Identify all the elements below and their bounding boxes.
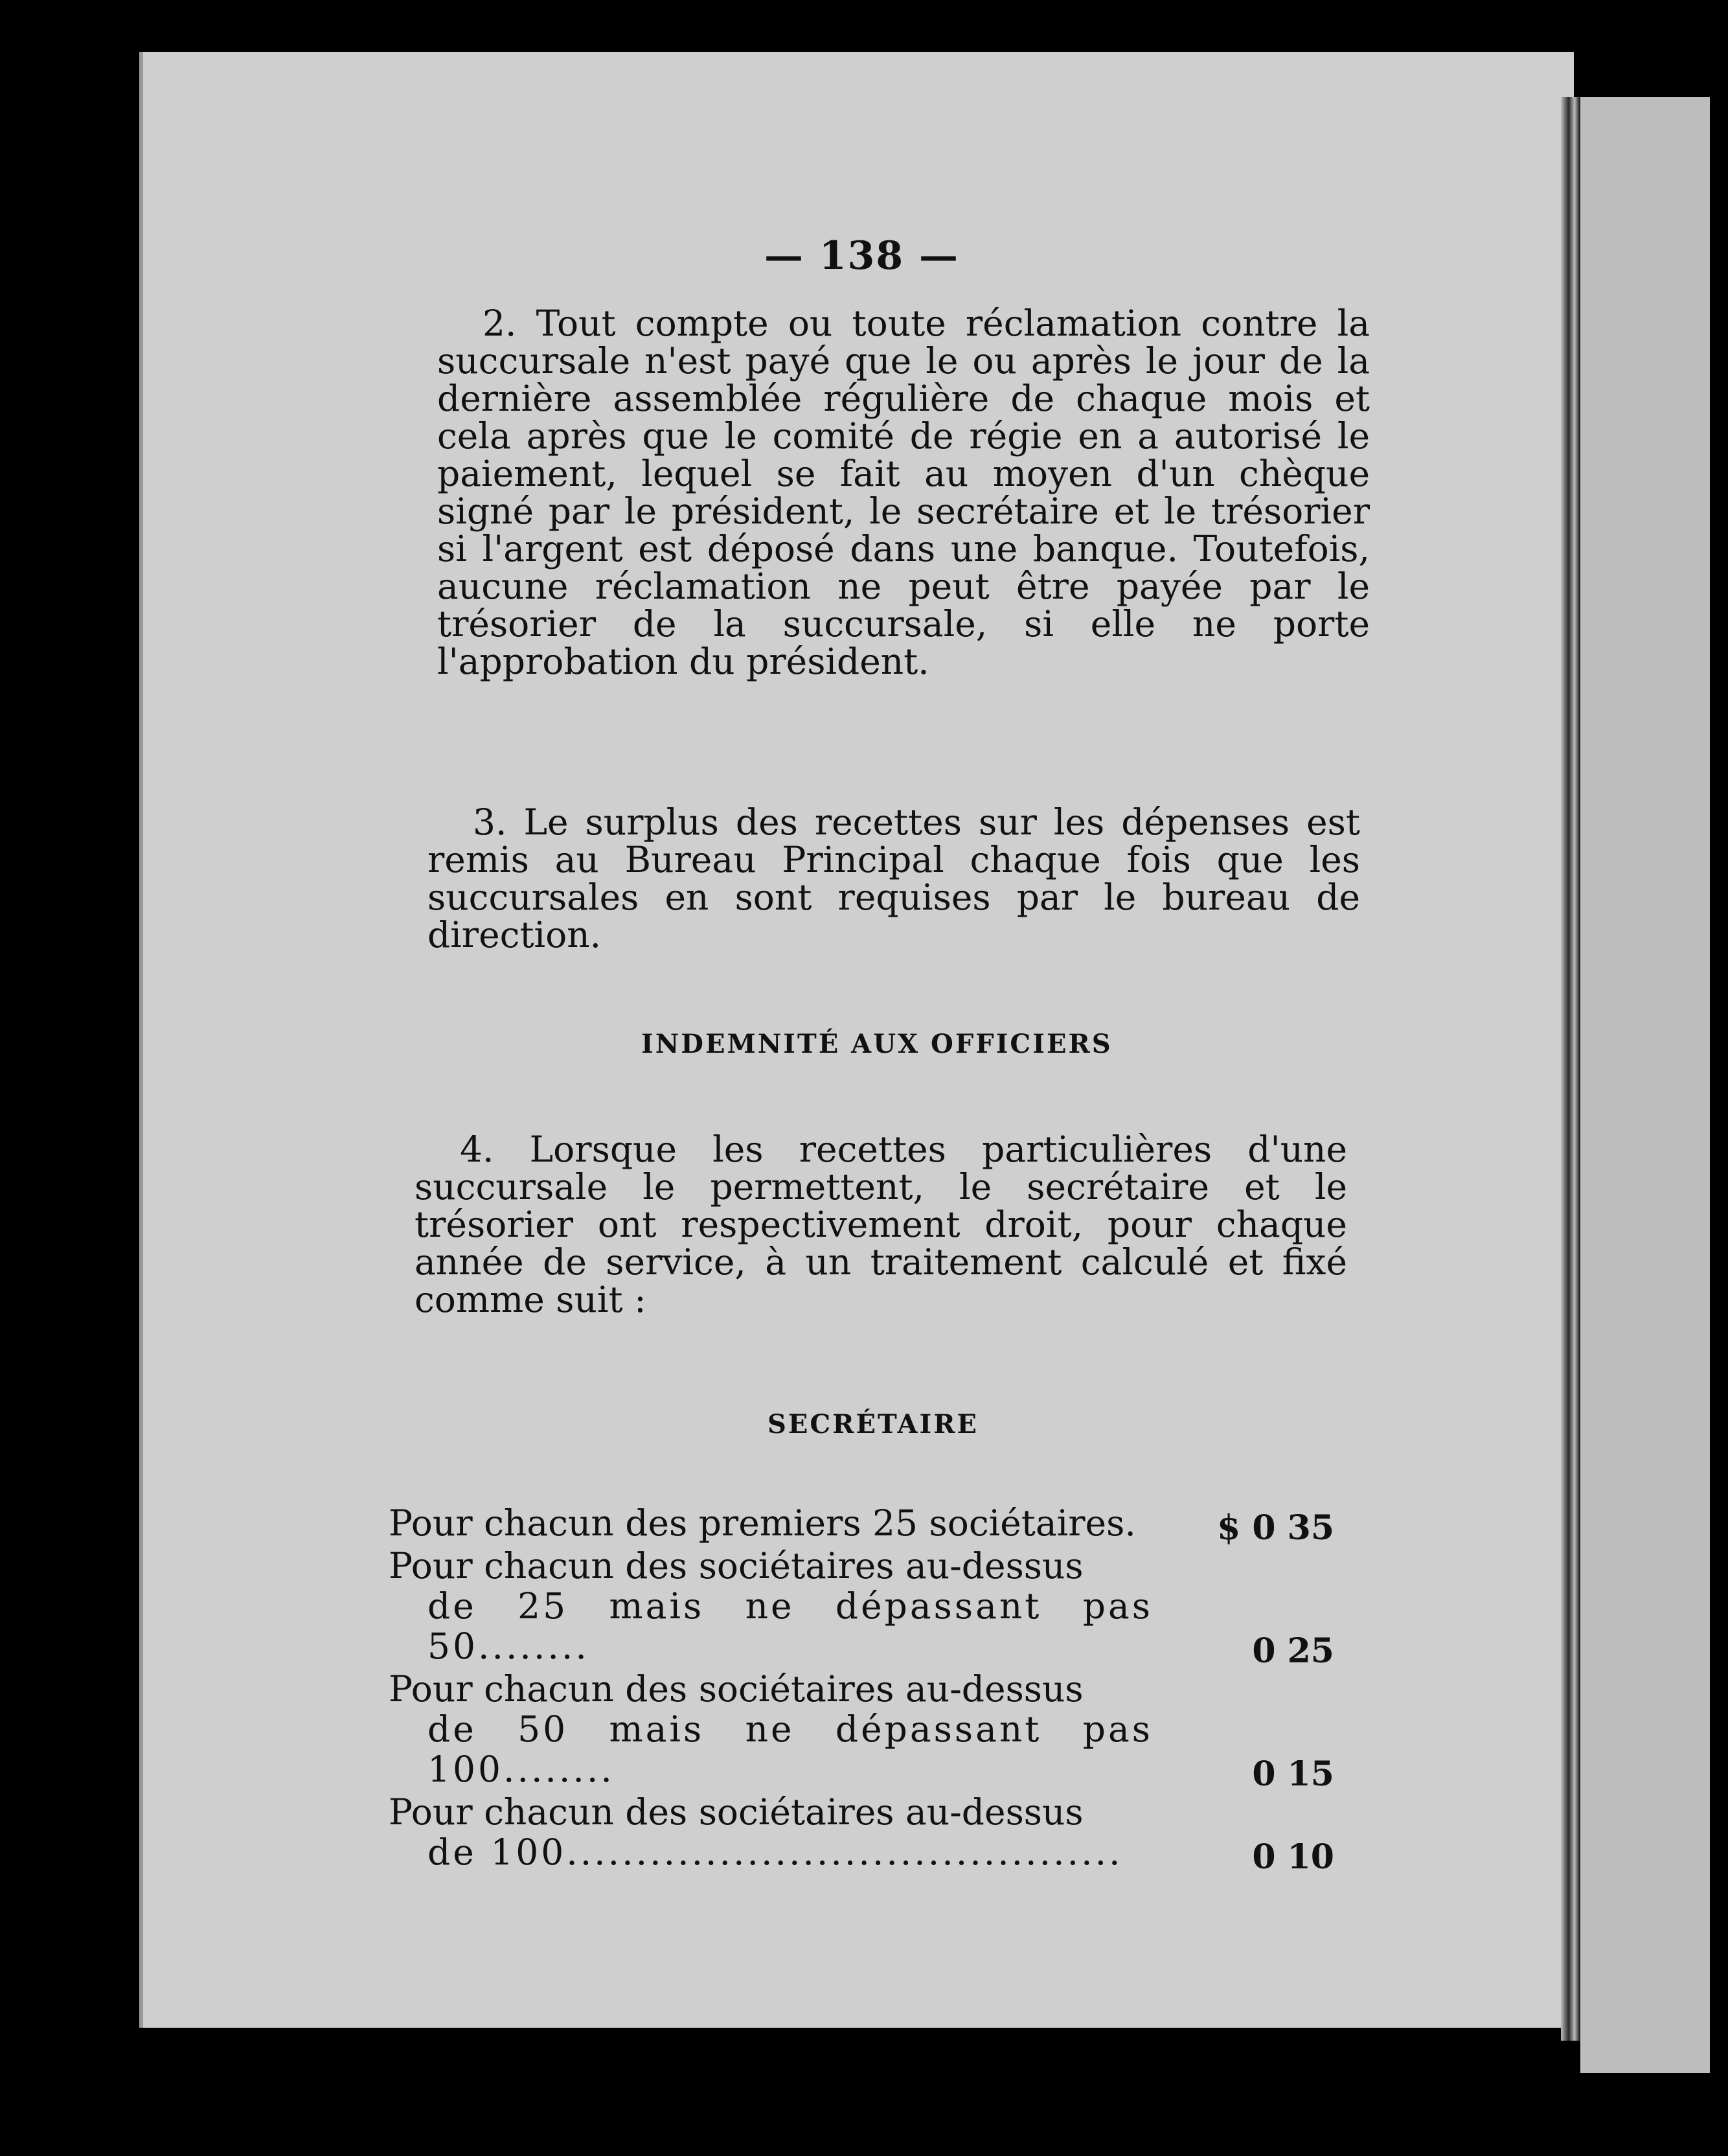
fee-row (389, 1668, 1334, 1794)
fee-row (389, 1545, 1334, 1671)
paragraph-2: 2. Tout compte ou toute réclamation contre la succursale n'est payé que le ou après le jour de la dernière assemblée régulière de chaque mois et cela après que le comité de régie en a autorisé le paiement, lequel se fait au moyen d'un chèque signé par le président, le secrétaire et le trésorier si l'argent est déposé dans une banque. Toutefois, aucune réclamation ne peut être payée par le trésorier de la succursale, si elle ne porte l'approbation du président. (437, 303, 1370, 682)
fee-label-line1: Pour chacun des sociétaires au-dessus (389, 1791, 1084, 1833)
fee-label (389, 1669, 1153, 1789)
fee-label-line1: Pour chacun des sociétaires au-dessus (389, 1668, 1084, 1710)
fee-amount: 0 15 (1252, 1754, 1334, 1794)
section-heading-secretaire: SECRÉTAIRE (767, 1409, 979, 1439)
adjacent-page-edge (1580, 97, 1710, 2073)
fee-label-line1: Pour chacun des premiers 25 sociétaires. (389, 1502, 1136, 1544)
fee-amount: $ 0 35 (1217, 1508, 1334, 1548)
fee-amount: 0 10 (1252, 1837, 1334, 1877)
fee-row (389, 1791, 1334, 1877)
paragraph-3: 3. Le surplus des recettes sur les dépenses est remis au Bureau Principal chaque fois que les succursales en sont requises par le bureau de direction. (427, 801, 1360, 956)
book-spine (1561, 97, 1580, 2041)
fee-table (389, 1502, 1334, 1877)
paragraph-4: 4. Lorsque les recettes particulières d'une succursale le permettent, le secrétaire et le trésorier ont respectivement droit, pour chaque année de service, à un traitement calculé et fixé comme suit : (415, 1129, 1347, 1320)
fee-label (389, 1792, 1153, 1872)
fee-label-line2: de 50 mais ne dépassant pas 100........ (427, 1708, 1153, 1790)
fee-label-line1: Pour chacun des sociétaires au-dessus (389, 1545, 1084, 1587)
fee-label (389, 1546, 1153, 1666)
fee-label-line2: de 25 mais ne dépassant pas 50........ (427, 1585, 1153, 1667)
section-heading-officiers: INDEMNITÉ AUX OFFICIERS (641, 1029, 1113, 1059)
fee-row (389, 1502, 1334, 1548)
page-number: — 138 — (764, 233, 960, 279)
fee-amount: 0 25 (1252, 1631, 1334, 1671)
fee-label (389, 1503, 1153, 1543)
fee-label-line2: de 100........................................ (427, 1831, 1123, 1873)
